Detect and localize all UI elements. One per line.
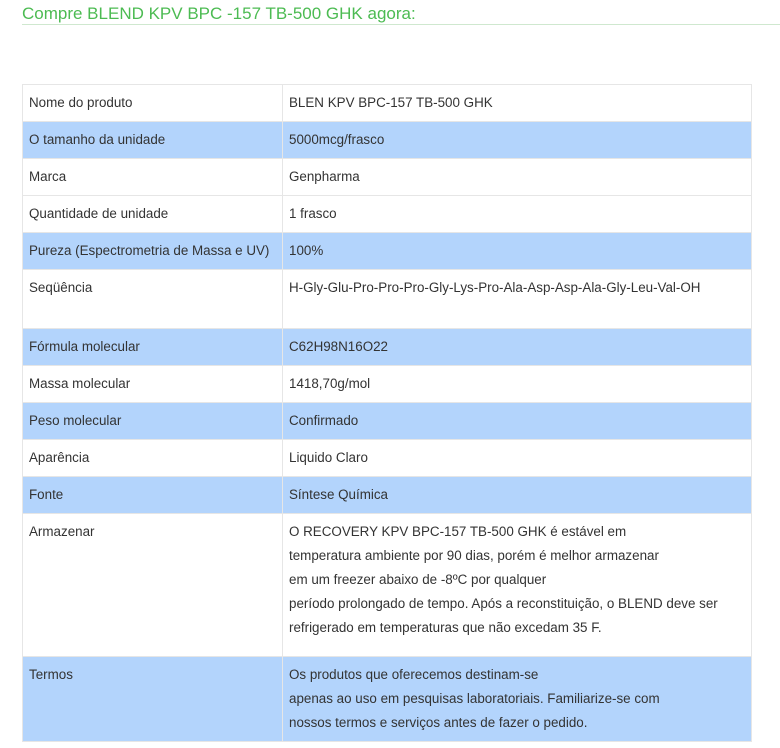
row-value: Confirmado <box>283 403 752 440</box>
row-label: O tamanho da unidade <box>23 122 283 159</box>
page-heading: Compre BLEND KPV BPC -157 TB-500 GHK agora: <box>22 4 416 23</box>
row-label: Fonte <box>23 477 283 514</box>
row-value: 1418,70g/mol <box>283 366 752 403</box>
row-value: 100% <box>283 233 752 270</box>
terms-text <box>283 657 752 742</box>
terms-line: Os produtos que oferecemos destinam-se <box>289 667 539 682</box>
row-value: C62H98N16O22 <box>283 329 752 366</box>
row-label: Massa molecular <box>23 366 283 403</box>
table-row <box>23 657 752 742</box>
row-label: Marca <box>23 159 283 196</box>
row-value: H-Gly-Glu-Pro-Pro-Pro-Gly-Lys-Pro-Ala-Asp-Asp-Ala-Gly-Leu-Val-OH <box>283 270 752 329</box>
row-label: Quantidade de unidade <box>23 196 283 233</box>
table-row <box>23 440 752 477</box>
row-label: Nome do produto <box>23 85 283 122</box>
table-row <box>23 477 752 514</box>
storage-text <box>283 514 752 657</box>
row-value: Síntese Química <box>283 477 752 514</box>
row-label: Peso molecular <box>23 403 283 440</box>
row-label: Pureza (Espectrometria de Massa e UV) <box>23 233 283 270</box>
heading-container <box>22 0 780 25</box>
table-row <box>23 329 752 366</box>
table-row <box>23 196 752 233</box>
table-row <box>23 233 752 270</box>
storage-line: em um freezer abaixo de -8ºC por qualquer <box>289 572 547 587</box>
table-row <box>23 403 752 440</box>
row-value: Liquido Claro <box>283 440 752 477</box>
storage-line: O RECOVERY KPV BPC-157 TB-500 GHK é estável em <box>289 524 627 539</box>
row-label: Aparência <box>23 440 283 477</box>
row-value: 1 frasco <box>283 196 752 233</box>
row-label: Seqüência <box>23 270 283 329</box>
storage-line: temperatura ambiente por 90 dias, porém é melhor armazenar <box>289 548 659 563</box>
row-value: BLEN KPV BPC-157 TB-500 GHK <box>283 85 752 122</box>
row-label: Fórmula molecular <box>23 329 283 366</box>
table-row <box>23 514 752 657</box>
storage-line: refrigerado em temperaturas que não excedam 35 F. <box>289 620 602 635</box>
table-row <box>23 85 752 122</box>
table-row <box>23 122 752 159</box>
terms-line: apenas ao uso em pesquisas laboratoriais. Familiarize-se com <box>289 691 660 706</box>
row-label: Armazenar <box>23 514 283 657</box>
table-row <box>23 270 752 329</box>
table-row <box>23 366 752 403</box>
row-label: Termos <box>23 657 283 742</box>
row-value: Genpharma <box>283 159 752 196</box>
terms-line: nossos termos e serviços antes de fazer o pedido. <box>289 715 588 730</box>
row-value: 5000mcg/frasco <box>283 122 752 159</box>
storage-line: período prolongado de tempo. Após a reconstituição, o BLEND deve ser <box>289 596 718 611</box>
table-row <box>23 159 752 196</box>
product-spec-table <box>22 84 752 742</box>
